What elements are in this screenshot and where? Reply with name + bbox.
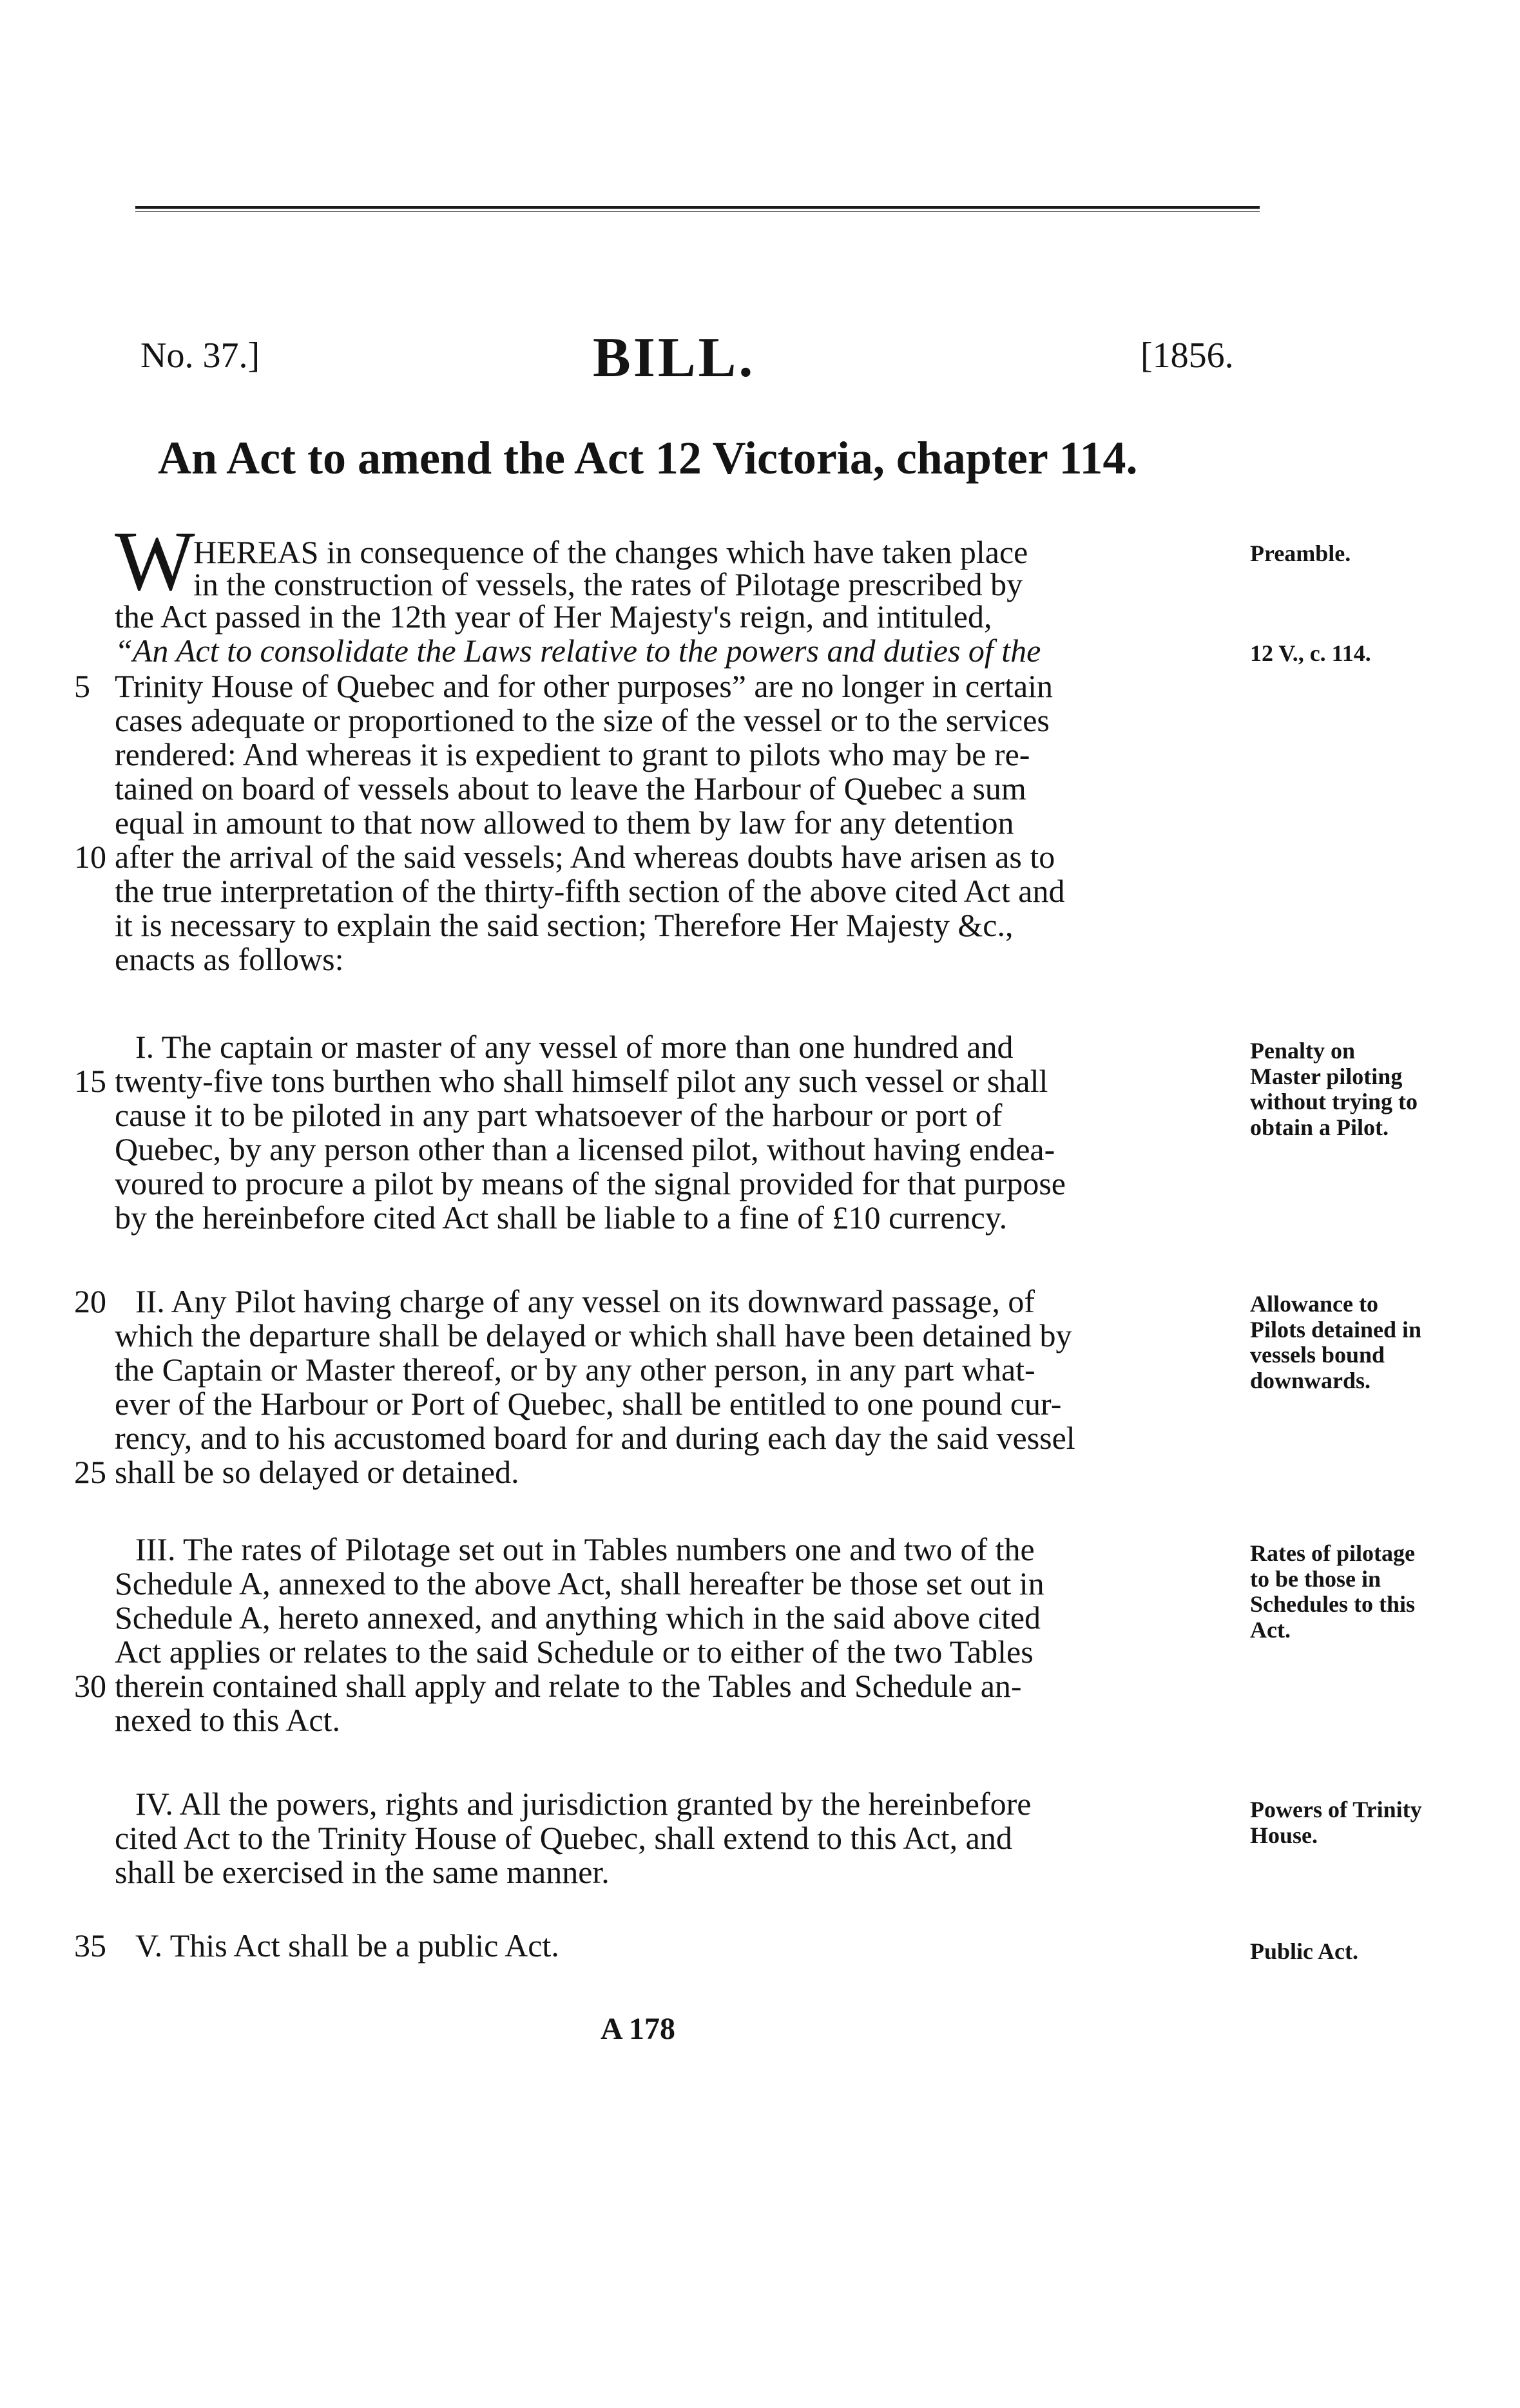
drop-cap: W: [115, 513, 195, 608]
preamble-line: the Act passed in the 12th year of Her Majesty's reign, and intituled,: [115, 598, 992, 635]
bill-year: [1856.: [1140, 336, 1234, 376]
printer-signature: A 178: [601, 2012, 676, 2046]
section-1-line: cause it to be piloted in any part whatsoever of the harbour or port of: [115, 1097, 1003, 1133]
section-4-line: shall be exercised in the same manner.: [115, 1854, 610, 1890]
section-2-line: shall be so delayed or detained.: [115, 1454, 519, 1490]
margin-note-penalty: Penalty on Master piloting without trying to obtain a Pilot.: [1250, 1038, 1418, 1140]
section-1-line: by the hereinbefore cited Act shall be liable to a fine of £10 currency.: [115, 1199, 1008, 1236]
line-number: 15: [74, 1063, 106, 1099]
line-number: 5: [74, 668, 90, 704]
line-number: 30: [74, 1668, 106, 1704]
act-title: An Act to amend the Act 12 Victoria, chapter 114.: [158, 432, 1138, 484]
preamble-line: Trinity House of Quebec and for other purposes” are no longer in certain: [115, 668, 1053, 704]
section-1-line: voured to procure a pilot by means of the signal provided for that purpose: [115, 1165, 1066, 1201]
section-1-line: I. The captain or master of any vessel of more than one hundred and: [135, 1029, 1014, 1065]
top-rule-thin: [135, 211, 1260, 212]
bill-heading: BILL.: [593, 327, 756, 389]
section-4-line: IV. All the powers, rights and jurisdiction granted by the hereinbefore: [135, 1786, 1032, 1822]
section-2-line: II. Any Pilot having charge of any vessel on its downward passage, of: [135, 1283, 1035, 1319]
section-2-line: which the departure shall be delayed or which shall have been detained by: [115, 1317, 1072, 1353]
preamble-line: enacts as follows:: [115, 941, 344, 977]
margin-note-statute: 12 V., c. 114.: [1250, 640, 1371, 666]
section-3-line: Schedule A, hereto annexed, and anything which in the said above cited: [115, 1600, 1041, 1636]
top-rule: [135, 206, 1260, 209]
preamble-line: cases adequate or proportioned to the size of the vessel or to the services: [115, 702, 1050, 738]
section-5-line: V. This Act shall be a public Act.: [135, 1927, 559, 1964]
section-3-line: Schedule A, annexed to the above Act, shall hereafter be those set out in: [115, 1565, 1044, 1601]
preamble-line: in the construction of vessels, the rates of Pilotage prescribed by: [193, 566, 1023, 602]
margin-note-public: Public Act.: [1250, 1938, 1358, 1964]
preamble-line: rendered: And whereas it is expedient to grant to pilots who may be re-: [115, 736, 1030, 772]
section-1-line: Quebec, by any person other than a licensed pilot, without having endea-: [115, 1131, 1055, 1167]
preamble-line: tained on board of vessels about to leave the Harbour of Quebec a sum: [115, 770, 1026, 807]
section-4-line: cited Act to the Trinity House of Quebec, shall extend to this Act, and: [115, 1820, 1012, 1856]
line-number: 25: [74, 1454, 106, 1490]
section-2-line: rency, and to his accustomed board for and during each day the said vessel: [115, 1420, 1075, 1456]
margin-note-powers: Powers of Trinity House.: [1250, 1797, 1422, 1848]
preamble-line: equal in amount to that now allowed to them by law for any detention: [115, 805, 1014, 841]
line-number: 35: [74, 1927, 106, 1964]
margin-note-allowance: Allowance to Pilots detained in vessels bound downwards.: [1250, 1291, 1422, 1393]
section-3-line: therein contained shall apply and relate to the Tables and Schedule an-: [115, 1668, 1022, 1704]
section-2-line: ever of the Harbour or Port of Quebec, shall be entitled to one pound cur-: [115, 1386, 1062, 1422]
line-number: 10: [74, 839, 106, 875]
bill-number: No. 37.]: [140, 336, 260, 376]
preamble-line: HEREAS in consequence of the changes which have taken place: [193, 534, 1028, 570]
preamble-line: after the arrival of the said vessels; And whereas doubts have arisen as to: [115, 839, 1055, 875]
section-1-line: twenty-five tons burthen who shall himself pilot any such vessel or shall: [115, 1063, 1048, 1099]
preamble-line: the true interpretation of the thirty-fifth section of the above cited Act and: [115, 873, 1065, 909]
section-3-line: nexed to this Act.: [115, 1702, 340, 1738]
line-number: 20: [74, 1283, 106, 1319]
section-3-line: Act applies or relates to the said Schedule or to either of the two Tables: [115, 1634, 1034, 1670]
margin-note-rates: Rates of pilotage to be those in Schedules to this Act.: [1250, 1540, 1416, 1643]
preamble-line: “An Act to consolidate the Laws relative to the powers and duties of the: [115, 633, 1041, 669]
section-2-line: the Captain or Master thereof, or by any other person, in any part what-: [115, 1352, 1035, 1388]
preamble-line: it is necessary to explain the said section; Therefore Her Majesty &c.,: [115, 907, 1014, 943]
section-3-line: III. The rates of Pilotage set out in Tables numbers one and two of the: [135, 1531, 1035, 1567]
margin-note-preamble: Preamble.: [1250, 540, 1351, 566]
